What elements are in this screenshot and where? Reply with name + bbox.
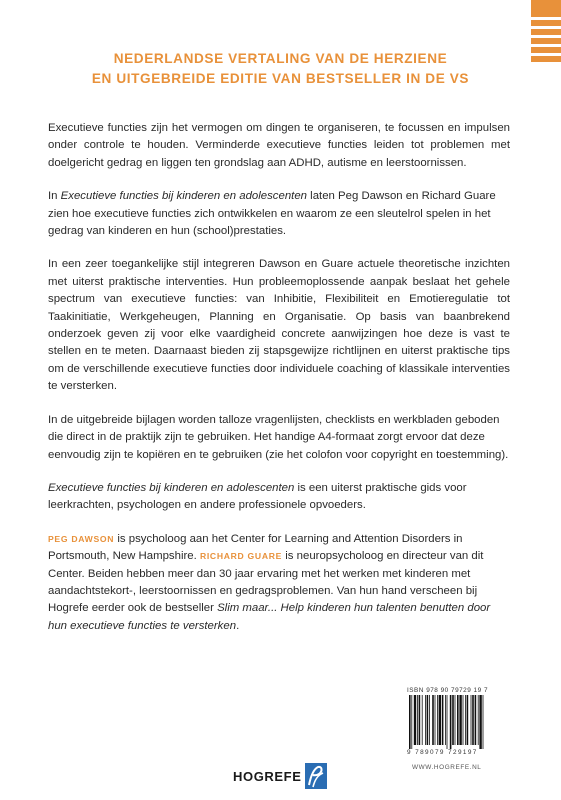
- publisher-name: HOGREFE: [233, 768, 302, 784]
- book-title: Executieve functies bij kinderen en adolescenten: [60, 190, 307, 203]
- author-name-dawson: PEG DAWSON: [48, 533, 115, 544]
- hogrefe-logo-icon: [305, 763, 327, 789]
- blurb-text: [48, 120, 510, 651]
- barcode-icon: [407, 695, 511, 749]
- isbn-digits: 9 789079 729197: [407, 749, 478, 756]
- headline-line-1: NEDERLANDSE VERTALING VAN DE HERZIENE: [113, 51, 448, 66]
- paragraph-summary-rest: laten Peg Dawson en Richard Guare zien hoe executieve functies zich ontwikkelen en waarom ze een sleutelrol spelen in het gedrag van kinderen en hun (school)prestaties.: [48, 190, 496, 238]
- paragraph-summary-lead: In: [48, 190, 61, 203]
- isbn-label: ISBN 978 90 79729 19 7: [407, 687, 488, 694]
- paragraph-guide-rest: is een uiterst praktische gids voor leerkrachten, psychologen en andere professionele opvoeders.: [48, 481, 467, 512]
- paragraph-intro: Executieve functies zijn het vermogen om dingen te organiseren, te focussen en impulsen onder controle te houden. Verminderde executieve functies leiden tot problemen met doelgericht gedrag en liggen ten grondslag aan ADHD, autisme en leerstoornissen.: [48, 122, 510, 169]
- author-bio: [48, 531, 510, 635]
- book-title-2: Executieve functies bij kinderen en adolescenten: [48, 481, 295, 494]
- author-bio-end: .: [236, 619, 240, 632]
- previous-book-title: Slim maar... Help kinderen hun talenten benutten door hun executieve functies te versterken: [48, 602, 491, 632]
- publisher-website: WWW.HOGREFE.NL: [412, 764, 482, 771]
- paragraph-guide: [48, 480, 510, 515]
- author-bio-text-2: is neuropsycholoog en directeur van dit Center. Beiden hebben meer dan 30 jaar ervaring met het werken met kinderen met aandachtstekort-, leerstoornissen en gedragsproblemen. Van hun hand verscheen bij Hogrefe eerder ook de bestseller: [48, 550, 484, 615]
- paragraph-appendices: In de uitgebreide bijlagen worden talloze vragenlijsten, checklists en werkbladen geboden die direct in de praktijk zijn te gebruiken. Het handige A4-formaat zorgt ervoor dat deze eenvoudig zijn te kopiëren en te gebruiken (zie het colofon voor copyright en toestemming).: [48, 413, 509, 461]
- headline-line-2: EN UITGEBREIDE EDITIE VAN BESTSELLER IN DE VS: [91, 71, 470, 86]
- barcode-block: [407, 686, 513, 757]
- author-bio-text-1: is psycholoog aan het Center for Learning and Attention Disorders in Portsmouth, New Hampshire.: [48, 532, 463, 563]
- paragraph-summary: [48, 188, 510, 240]
- publisher-logo: [233, 763, 327, 789]
- author-name-guare: RICHARD GUARE: [199, 551, 283, 562]
- cover-headline: [20, 49, 541, 89]
- paragraph-approach: In een zeer toegankelijke stijl integreren Dawson en Guare actuele theoretische inzichten met uiterst praktische interventies. Hun probleemoplossende aanpak beslaat het gehele spectrum van executieve functies: van Inhibitie, Flexibiliteit en Emotieregulatie tot Taakinitiatie, Werkgeheugen, Planning en Organisatie. Op basis van baanbrekend onderzoek geven zij voor elke vaardigheid concrete aanwijzingen hoe deze is vast te stellen en te meten. Daarnaast bieden zij stapsgewijze richtlijnen en uiterst praktische tips om de verschillende executieve functies door individuele coaching of klassikale interventies te versterken.: [48, 258, 510, 393]
